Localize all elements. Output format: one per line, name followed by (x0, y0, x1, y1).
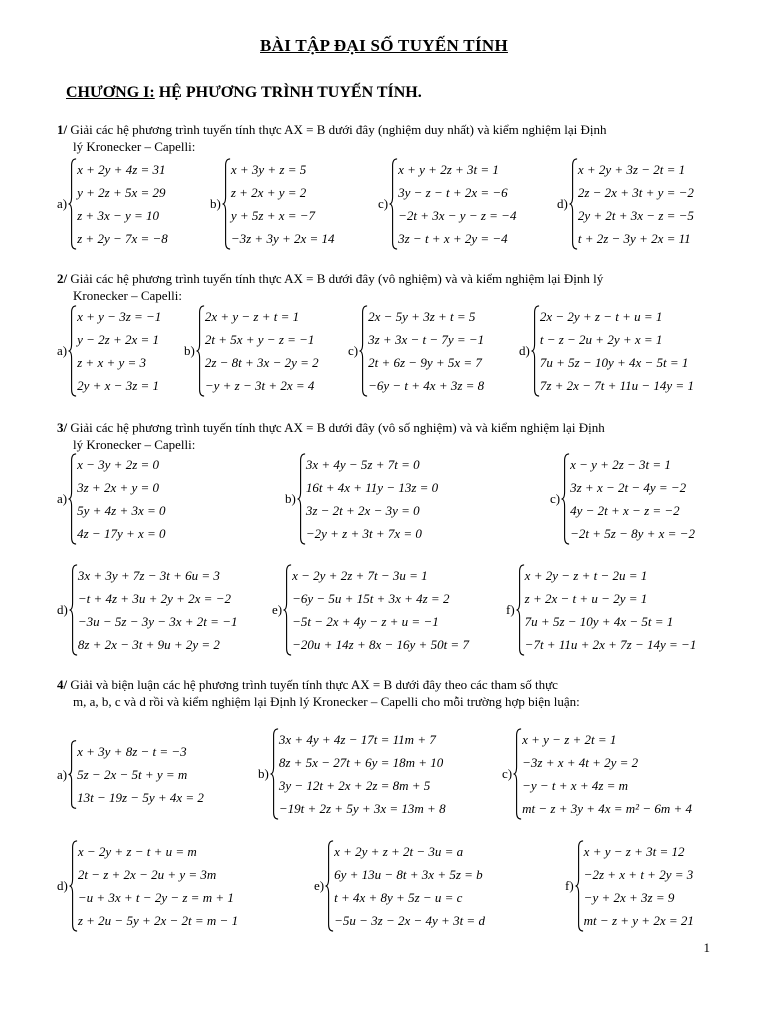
equation: x + 2y + z + 2t − 3u = a (334, 844, 464, 859)
equation-list (578, 158, 694, 250)
problem-2-statement (57, 270, 717, 304)
equation: 2z − 2x + 3t + y = −2 (577, 185, 694, 200)
equation: y − 2z + 2x = 1 (77, 332, 160, 347)
left-brace-icon (196, 305, 205, 397)
equation: x + 2y − z + t − 2u = 1 (524, 568, 648, 583)
equation: x + y − z + 3t = 12 (583, 844, 685, 859)
equation-list (306, 453, 438, 545)
system-label: a) (57, 343, 68, 358)
equation: −u + 3x + t − 2y − z = m + 1 (77, 890, 234, 905)
left-brace-icon (513, 728, 522, 820)
problem-number: 4/ (57, 677, 68, 692)
equation: 2x − 5y + 3z + t = 5 (368, 309, 476, 324)
system (57, 305, 161, 397)
equation: −6y − 5u + 15t + 3x + 4z = 2 (292, 591, 450, 606)
equation: 2x + y − z + t = 1 (204, 309, 300, 324)
system-label: d) (557, 196, 568, 211)
problem-text-cont: m, a, b, c và d rồi và kiểm nghiệm lại Định lý Kronecker – Capelli cho mỗi trường hợp biện luận: (73, 694, 580, 709)
equation: −2t + 3x − y − z = −4 (398, 208, 517, 223)
left-brace-icon (297, 453, 306, 545)
equation: 8z + 5x − 27t + 6y = 18m + 10 (278, 755, 444, 770)
equation: z + x + y = 3 (77, 355, 147, 370)
equation: t + 4x + 8y + 5z − u = c (334, 890, 463, 905)
system-label: f) (565, 878, 574, 893)
equation-list (334, 840, 485, 932)
system (314, 840, 485, 932)
equation: −3z + 3y + 2x = 14 (230, 231, 335, 246)
problem-number: 1/ (57, 122, 68, 137)
equation: −2y + z + 3t + 7x = 0 (305, 526, 422, 541)
left-brace-icon (516, 564, 525, 656)
equation: 3x + 3y + 7z − 3t + 6u = 3 (77, 568, 220, 583)
problem-text-cont: lý Kronecker – Capelli: (73, 437, 196, 452)
system-label: b) (210, 196, 221, 211)
equation: −19t + 2z + 5y + 3x = 13m + 8 (278, 801, 446, 816)
equation: 2t + 6z − 9y + 5x = 7 (368, 355, 482, 370)
page-title: BÀI TẬP ĐẠI SỐ TUYẾN TÍNH (260, 36, 508, 55)
equation: 2y + x − 3z = 1 (77, 378, 160, 393)
equation: −20u + 14z + 8x − 16y + 50t = 7 (292, 637, 469, 652)
equation: x − 2y + z − t + u = m (77, 844, 197, 859)
equation: 5y + 4z + 3x = 0 (77, 503, 166, 518)
equation: x − 2y + 2z + 7t − 3u = 1 (292, 568, 428, 583)
problem-text: Giải các hệ phương trình tuyến tính thực AX = B dưới đây (nghiệm duy nhất) và kiểm nghiệm lại Định (70, 122, 607, 137)
system-label: e) (314, 878, 325, 893)
equation: −3u − 5z − 3y − 3x + 2t = −1 (77, 614, 238, 629)
equation: x + 3y + 8z − t = −3 (77, 744, 187, 759)
equation: z + 2x − t + u − 2y = 1 (524, 591, 648, 606)
equation: x − y + 2z − 3t = 1 (570, 457, 671, 472)
system (258, 728, 446, 820)
equation: x + 2y + 3z − 2t = 1 (577, 162, 686, 177)
equation: z + 2x + y = 2 (230, 185, 307, 200)
equation: 16t + 4x + 11y − 13z = 0 (305, 480, 439, 495)
equation: 4y − 2t + x − z = −2 (570, 503, 680, 518)
equation-list (570, 453, 695, 545)
equation: −y − t + x + 4z = m (522, 778, 629, 793)
equation: 3y − z − t + 2x = −6 (398, 185, 508, 200)
equation: 8z + 2x − 3t + 9u + 2y = 2 (77, 637, 220, 652)
equation: t − z − 2u + 2y + x = 1 (539, 332, 663, 347)
left-brace-icon (389, 158, 398, 250)
equation: x + y − z + 2t = 1 (522, 732, 617, 747)
equation: x + 3y + z = 5 (230, 162, 307, 177)
equation: 2t − z + 2x − 2u + y = 3m (77, 867, 217, 882)
left-brace-icon (359, 305, 368, 397)
equation: −6y − t + 4x + 3z = 8 (368, 378, 485, 393)
equation: −2z + x + t + 2y = 3 (583, 867, 694, 882)
equation-list (77, 305, 161, 397)
system (565, 840, 694, 932)
left-brace-icon (561, 453, 570, 545)
equation: −2t + 5z − 8y + x = −2 (570, 526, 695, 541)
equation: 2x − 2y + z − t + u = 1 (539, 309, 663, 324)
equation: 3x + 4y + 4z − 17t = 11m + 7 (278, 732, 436, 747)
equation: 5z − 2x − 5t + y = m (77, 767, 188, 782)
equation: x + y + 2z + 3t = 1 (398, 162, 499, 177)
left-brace-icon (68, 740, 77, 809)
equation: −5u − 3z − 2x − 4y + 3t = d (334, 913, 485, 928)
system-label: d) (519, 343, 530, 358)
equation-list (292, 564, 469, 656)
system-label: b) (184, 343, 195, 358)
equation-list (205, 305, 319, 397)
system (210, 158, 335, 250)
equation: mt − z + y + 2x = 21 (583, 913, 694, 928)
system (348, 305, 484, 397)
left-brace-icon (270, 728, 279, 820)
system (272, 564, 469, 656)
equation: 2t + 5x + y − z = −1 (204, 332, 315, 347)
system (57, 564, 237, 656)
system-label: c) (550, 491, 561, 506)
system (502, 728, 692, 820)
equation-list (231, 158, 335, 250)
system (519, 305, 694, 397)
left-brace-icon (283, 564, 292, 656)
chapter-heading (66, 84, 422, 102)
equation: 3z + 3x − t − 7y = −1 (368, 332, 485, 347)
equation: 7u + 5z − 10y + 4x − 5t = 1 (524, 614, 674, 629)
equation-list (398, 158, 516, 250)
system (57, 840, 238, 932)
equation-list (77, 453, 165, 545)
equation: y + 2z + 5x = 29 (77, 185, 166, 200)
equation: z + 3x − y = 10 (77, 208, 160, 223)
equation-list (540, 305, 694, 397)
equation: 4z − 17y + x = 0 (77, 526, 166, 541)
equation: −y + 2x + 3z = 9 (583, 890, 675, 905)
system-label: e) (272, 602, 283, 617)
problem-text: Giải các hệ phương trình tuyến tính thực AX = B dưới đây (vô nghiệm) và và kiểm nghiệm lại Định lý (70, 271, 604, 286)
system (184, 305, 319, 397)
equation: mt − z + 3y + 4x = m² − 6m + 4 (522, 801, 693, 816)
left-brace-icon (222, 158, 231, 250)
system (557, 158, 694, 250)
equation: −3z + x + 4t + 2y = 2 (522, 755, 639, 770)
system (57, 453, 166, 545)
equation: y + 5z + x = −7 (230, 208, 316, 223)
equation-list (584, 840, 694, 932)
system-label: c) (348, 343, 359, 358)
equation: −7t + 11u + 2x + 7z − 14y = −1 (524, 637, 697, 652)
left-brace-icon (68, 453, 77, 545)
equation: x + 2y + 4z = 31 (77, 162, 166, 177)
problem-text: Giải và biện luận các hệ phương trình tuyến tính thực AX = B dưới đây theo các tham số thực (70, 677, 558, 692)
left-brace-icon (69, 840, 78, 932)
problem-text-cont: Kronecker – Capelli: (73, 288, 183, 303)
chapter-label: CHƯƠNG I: (66, 84, 155, 101)
chapter-name: HỆ PHƯƠNG TRÌNH TUYẾN TÍNH. (158, 84, 422, 101)
system (285, 453, 438, 545)
problem-number: 2/ (57, 271, 68, 286)
problem-text: Giải các hệ phương trình tuyến tính thực AX = B dưới đây (vô số nghiệm) và và kiểm nghiệm lại Định (70, 420, 605, 435)
system (506, 564, 696, 656)
system-label: a) (57, 491, 68, 506)
problem-number: 3/ (57, 420, 68, 435)
equation-list (78, 564, 238, 656)
system (378, 158, 516, 250)
system (550, 453, 695, 545)
equation: 7u + 5z − 10y + 4x − 5t = 1 (539, 355, 689, 370)
system-label: b) (258, 766, 269, 781)
equation: 13t − 19z − 5y + 4x = 2 (77, 790, 204, 805)
equation: −y + z − 3t + 2x = 4 (204, 378, 315, 393)
equation: 6y + 13u − 8t + 3x + 5z = b (334, 867, 483, 882)
page-number: 1 (703, 940, 710, 955)
system-label: a) (57, 766, 68, 782)
equation: 2z − 8t + 3x − 2y = 2 (204, 355, 319, 370)
equation: t + 2z − 3y + 2x = 11 (577, 231, 691, 246)
equation: 2y + 2t + 3x − z = −5 (577, 208, 694, 223)
equation: 3z + 2x + y = 0 (77, 480, 160, 495)
equation: −t + 4z + 3u + 2y + 2x = −2 (77, 591, 231, 606)
equation: x − 3y + 2z = 0 (77, 457, 160, 472)
equation: 3z − t + x + 2y = −4 (398, 231, 508, 246)
problem-3-statement (57, 419, 717, 453)
system (57, 740, 204, 809)
equation-list (279, 728, 446, 820)
left-brace-icon (68, 305, 77, 397)
equation-list (525, 564, 697, 656)
left-brace-icon (69, 564, 78, 656)
system-label: c) (378, 196, 389, 211)
equation: 3z − 2t + 2x − 3y = 0 (305, 503, 420, 518)
equation: 3z + x − 2t − 4y = −2 (570, 480, 687, 495)
equation: 3x + 4y − 5z + 7t = 0 (305, 457, 420, 472)
left-brace-icon (569, 158, 578, 250)
equation-list (78, 840, 238, 932)
left-brace-icon (68, 158, 77, 250)
problem-text-cont: lý Kronecker – Capelli: (73, 139, 196, 154)
equation-list (368, 305, 484, 397)
equation-list (77, 158, 168, 250)
left-brace-icon (325, 840, 334, 932)
system-label: b) (285, 491, 296, 506)
equation-list (522, 728, 692, 820)
system-label: c) (502, 766, 513, 781)
equation: 3y − 12t + 2x + 2z = 8m + 5 (278, 778, 431, 793)
left-brace-icon (575, 840, 584, 932)
system-label: a) (57, 196, 68, 211)
equation: 7z + 2x − 7t + 11u − 14y = 1 (539, 378, 694, 393)
system (57, 158, 168, 250)
equation: −5t − 2x + 4y − z + u = −1 (292, 614, 439, 629)
equation: x + y − 3z = −1 (77, 309, 162, 324)
system-label: d) (57, 602, 68, 617)
left-brace-icon (531, 305, 540, 397)
equation-list (77, 740, 204, 809)
problem-1-statement (57, 121, 717, 155)
equation: z + 2y − 7x = −8 (77, 231, 168, 246)
system-label: d) (57, 878, 68, 893)
system-label: f) (506, 602, 515, 617)
equation: z + 2u − 5y + 2x − 2t = m − 1 (77, 913, 239, 928)
problem-4-statement (57, 676, 717, 710)
